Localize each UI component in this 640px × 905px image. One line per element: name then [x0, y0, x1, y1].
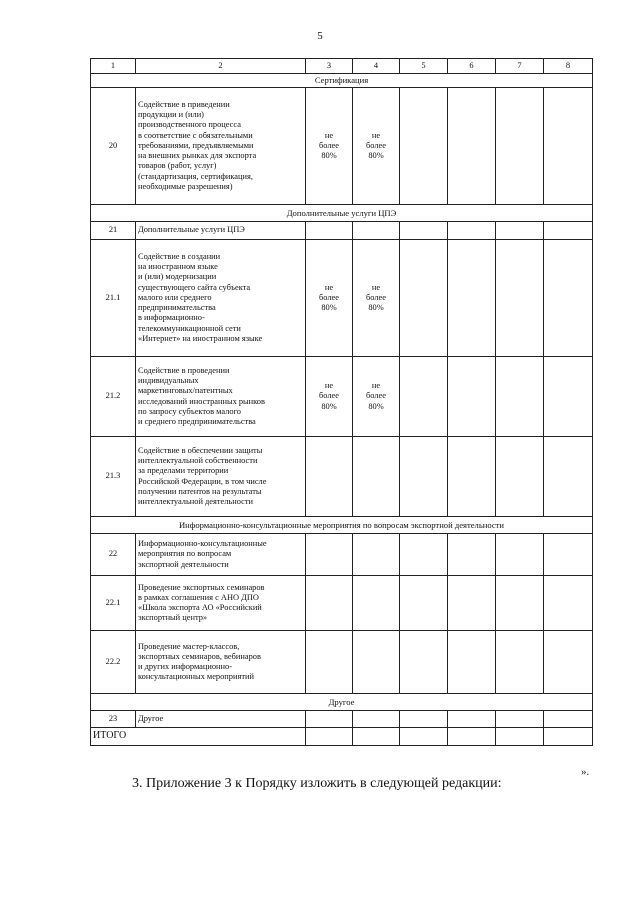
table-row — [91, 534, 593, 576]
empty-cell — [544, 222, 593, 240]
row-value-col4 — [353, 631, 400, 694]
row-number: 22 — [91, 534, 136, 576]
row-value-col4 — [353, 711, 400, 728]
empty-cell — [448, 222, 496, 240]
row-value-col3: не более 80% — [306, 357, 353, 437]
empty-cell — [448, 631, 496, 694]
row-description: Содействие в обеспечении защиты интеллектуальной собственности за пределами территории Российской Федерации, в том числе получении патентов на результаты интеллектуальной деятельности — [136, 437, 306, 517]
row-value-col4 — [353, 222, 400, 240]
empty-cell — [544, 728, 593, 746]
row-value-col3 — [306, 534, 353, 576]
empty-cell — [448, 534, 496, 576]
empty-cell — [496, 711, 544, 728]
empty-cell — [448, 88, 496, 205]
empty-cell — [544, 357, 593, 437]
empty-cell — [496, 88, 544, 205]
section-row-additional — [91, 205, 593, 222]
closing-quote: ». — [581, 766, 590, 778]
section-row-info — [91, 517, 593, 534]
table-row — [91, 222, 593, 240]
empty-cell — [400, 240, 448, 357]
row-value-col4: не более 80% — [353, 240, 400, 357]
empty-cell — [496, 437, 544, 517]
table-row — [91, 437, 593, 517]
row-value-col3 — [306, 631, 353, 694]
table-row — [91, 240, 593, 357]
row-value-col4: не более 80% — [353, 88, 400, 205]
section-row-other — [91, 694, 593, 711]
column-number-header: 7 — [496, 59, 544, 74]
empty-cell — [400, 88, 448, 205]
section-title: Дополнительные услуги ЦПЭ — [91, 205, 593, 222]
page-number: 5 — [317, 30, 323, 42]
row-value-col3 — [306, 437, 353, 517]
row-number: 22.1 — [91, 576, 136, 631]
row-description: Содействие в создании на иностранном языке и (или) модернизации существующего сайта субъекта малого или среднего предпринимательства в информационно- телекоммуникационной сети «Интернет» на иностранном языке — [136, 240, 306, 357]
row-value-col3 — [306, 711, 353, 728]
empty-cell — [448, 711, 496, 728]
empty-cell — [496, 357, 544, 437]
row-description: Проведение мастер-классов, экспортных семинаров, вебинаров и других информационно- консультационных мероприятий — [136, 631, 306, 694]
row-number: 21 — [91, 222, 136, 240]
empty-cell — [544, 534, 593, 576]
row-number: 22.2 — [91, 631, 136, 694]
row-number: 23 — [91, 711, 136, 728]
section-title: Сертификация — [91, 74, 593, 88]
table-row — [91, 631, 593, 694]
empty-cell — [544, 631, 593, 694]
empty-cell — [448, 437, 496, 517]
empty-cell — [544, 437, 593, 517]
row-description: Дополнительные услуги ЦПЭ — [136, 222, 306, 240]
empty-cell — [400, 534, 448, 576]
section-title: Информационно-консультационные мероприятия по вопросам экспортной деятельности — [91, 517, 593, 534]
empty-cell — [544, 88, 593, 205]
row-number: 21.2 — [91, 357, 136, 437]
amendment-text: 3. Приложение 3 к Порядку изложить в следующей редакции: — [132, 776, 502, 791]
empty-cell — [400, 437, 448, 517]
empty-cell — [448, 240, 496, 357]
empty-cell — [400, 728, 448, 746]
row-value-col3 — [306, 576, 353, 631]
row-value-col4: не более 80% — [353, 357, 400, 437]
section-title: Другое — [91, 694, 593, 711]
row-value-col3: не более 80% — [306, 88, 353, 205]
empty-cell — [400, 711, 448, 728]
empty-cell — [448, 576, 496, 631]
empty-cell — [496, 728, 544, 746]
empty-cell — [544, 576, 593, 631]
row-value-col4 — [353, 437, 400, 517]
column-number-header: 5 — [400, 59, 448, 74]
row-description: Другое — [136, 711, 306, 728]
column-number-header-row — [91, 59, 593, 74]
empty-cell — [496, 222, 544, 240]
column-number-header: 3 — [306, 59, 353, 74]
table-row — [91, 711, 593, 728]
empty-cell — [496, 534, 544, 576]
section-row-certification — [91, 74, 593, 88]
empty-cell — [448, 728, 496, 746]
empty-cell — [496, 240, 544, 357]
column-number-header: 6 — [448, 59, 496, 74]
row-description: Проведение экспортных семинаров в рамках соглашения с АНО ДПО «Школа экспорта АО «Российский экспортный центр» — [136, 576, 306, 631]
row-number: 21.3 — [91, 437, 136, 517]
empty-cell — [496, 631, 544, 694]
empty-cell — [448, 357, 496, 437]
column-number-header: 2 — [136, 59, 306, 74]
support-measures-table — [90, 58, 593, 746]
empty-cell — [400, 576, 448, 631]
row-value-col3: не более 80% — [306, 240, 353, 357]
row-value-col4 — [353, 576, 400, 631]
empty-cell — [400, 357, 448, 437]
row-description: Содействие в проведении индивидуальных маркетинговых/патентных исследований иностранных рынков по запросу субъектов малого и среднего предпринимательства — [136, 357, 306, 437]
empty-cell — [306, 728, 353, 746]
column-number-header: 1 — [91, 59, 136, 74]
empty-cell — [544, 711, 593, 728]
table-row — [91, 88, 593, 205]
empty-cell — [544, 240, 593, 357]
row-description: Содействие в приведении продукции и (или) производственного процесса в соответствие с обязательными требованиями, предъявляемыми на внешних рынках для экспорта товаров (работ, услуг) (стандартизация, сертификация, необходимые разрешения) — [136, 88, 306, 205]
empty-cell — [353, 728, 400, 746]
column-number-header: 8 — [544, 59, 593, 74]
table-row — [91, 357, 593, 437]
row-number: 20 — [91, 88, 136, 205]
column-number-header: 4 — [353, 59, 400, 74]
row-value-col4 — [353, 534, 400, 576]
row-number: 21.1 — [91, 240, 136, 357]
total-label: ИТОГО — [91, 728, 306, 746]
table-row — [91, 576, 593, 631]
empty-cell — [496, 576, 544, 631]
empty-cell — [400, 631, 448, 694]
row-value-col3 — [306, 222, 353, 240]
total-row — [91, 728, 593, 746]
row-description: Информационно-консультационные мероприятия по вопросам экспортной деятельности — [136, 534, 306, 576]
empty-cell — [400, 222, 448, 240]
